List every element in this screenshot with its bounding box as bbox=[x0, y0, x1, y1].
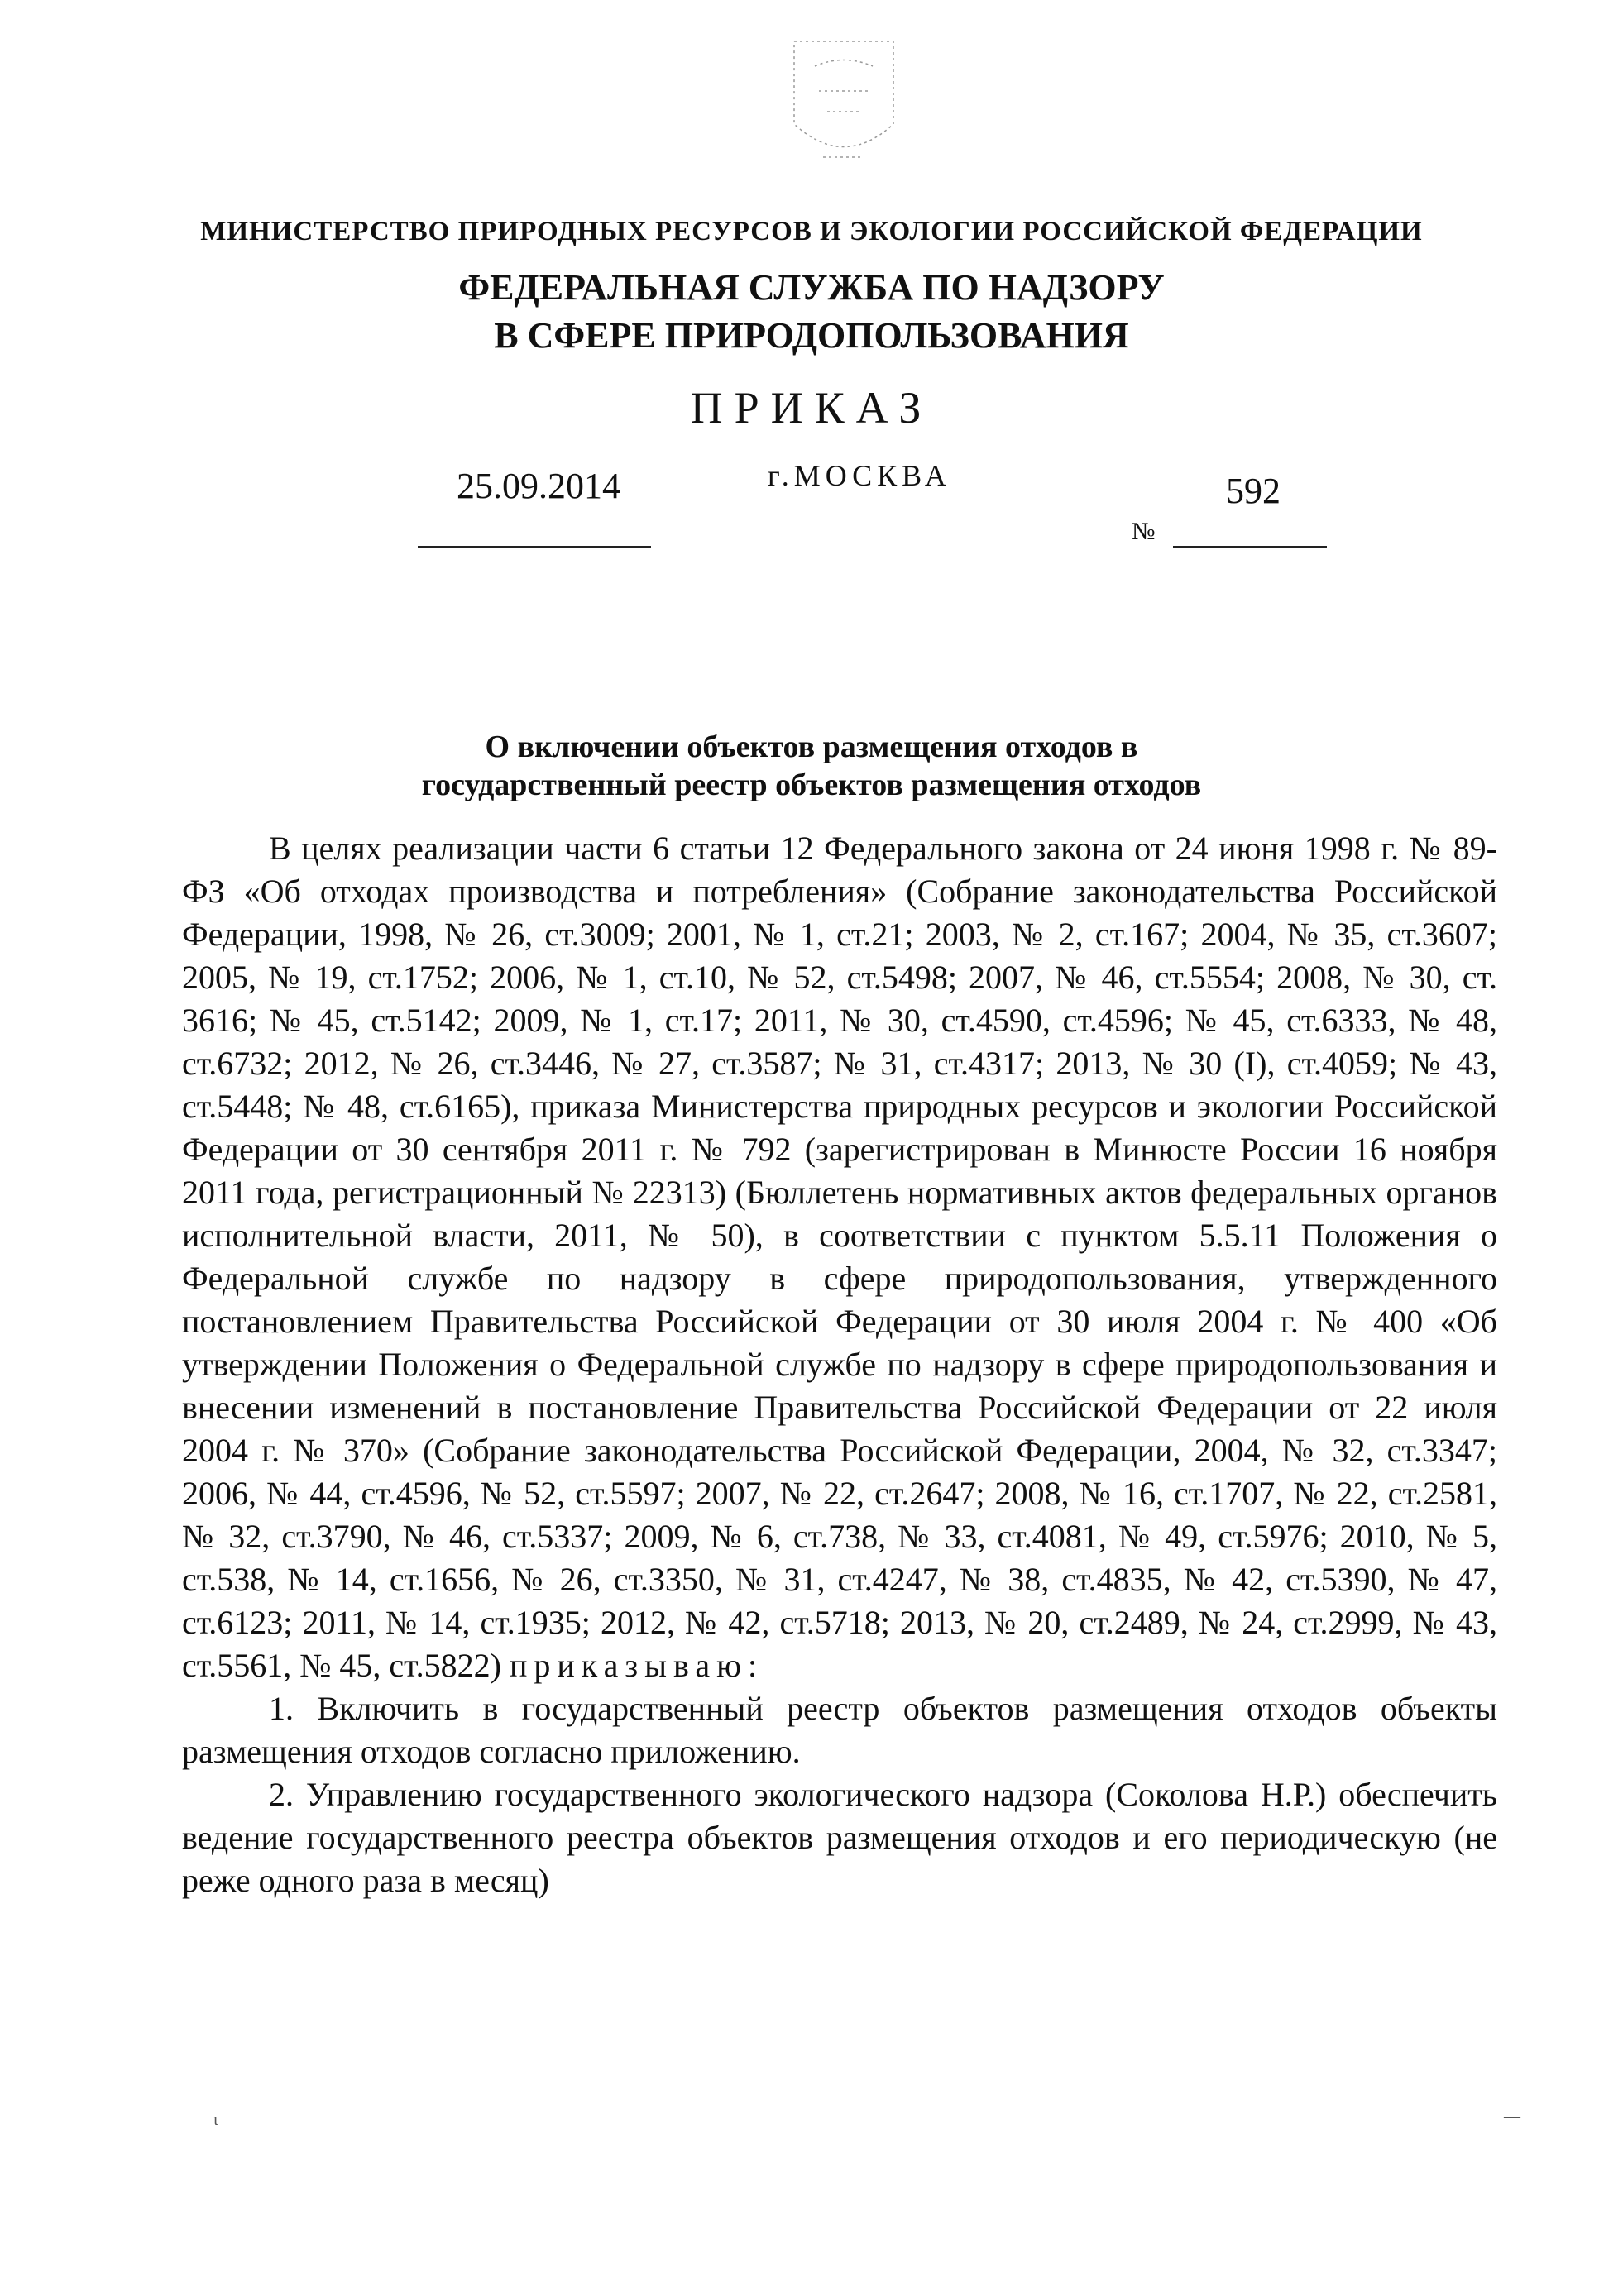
ministry-name: МИНИСТЕРСТВО ПРИРОДНЫХ РЕСУРСОВ И ЭКОЛОГИИ РОССИЙСКОЙ ФЕДЕРАЦИИ bbox=[200, 217, 1423, 246]
document-type: ПРИКАЗ bbox=[690, 383, 933, 433]
document-number: 592 bbox=[1226, 471, 1281, 511]
item-2-paragraph: 2. Управлению государственного экологического надзора (Соколова Н.Р.) обеспечить ведение государственного реестра объектов размещения отходов и его периодическую (не реже одного раза в месяц) bbox=[182, 1776, 1497, 1899]
emblem-icon bbox=[778, 25, 910, 182]
order-word: приказываю: bbox=[509, 1647, 764, 1684]
number-underline bbox=[1173, 546, 1327, 548]
document-body bbox=[182, 827, 1497, 1902]
title-line2: государственный реестр объектов размещения отходов bbox=[421, 768, 1202, 802]
service-name-line2: В СФЕРЕ ПРИРОДОПОЛЬЗОВАНИЯ bbox=[494, 315, 1129, 356]
date-underline bbox=[418, 546, 651, 548]
document-city: г.МОСКВА bbox=[768, 459, 951, 492]
document-title bbox=[0, 728, 1623, 804]
service-name-line1: ФЕДЕРАЛЬНАЯ СЛУЖБА ПО НАДЗОРУ bbox=[458, 267, 1165, 308]
title-line1: О включении объектов размещения отходов в bbox=[485, 729, 1138, 764]
preamble-text: В целях реализации части 6 статьи 12 Федерального закона от 24 июня 1998 г. № 89-ФЗ «Об отходах производства и потребления» (Собрание законодательства Российской Федерации, 1998, № 26, ст.3009; 2001, № 1, ст.21; 2003, № 2, ст.167; 2004, № 35, ст.3607; 2005, № 19, ст.1752; 2006, № 1, ст.10, № 52, ст.5498; 2007, № 46, ст.5554; 2008, № 30, ст. 3616; № 45, ст.5142; 2009, № 1, ст.17; 2011, № 30, ст.4590, ст.4596; № 45, ст.6333, № 48, ст.6732; 2012, № 26, ст.3446, № 27, ст.3587; № 31, ст.4317; 2013, № 30 (I), ст.4059; № 43, ст.5448; № 48, ст.6165), приказа Министерства природных ресурсов и экологии Российской Федерации от 30 сентября 2011 г. № 792 (зарегистрирован в Минюсте России 16 ноября 2011 года, регистрационный № 22313) (Бюллетень нормативных актов федеральных органов исполнительной власти, 2011, № 50), в соответствии с пунктом 5.5.11 Положения о Федеральной службе по надзору в сфере природопользования, утвержденного постановлением Правительства Российской Федерации от 30 июля 2004 г. № 400 «Об утверждении Положения о Федеральной службе по надзору в сфере природопользования и внесении изменений в постановление Правительства Российской Федерации от 22 июля 2004 г. № 370» (Собрание законодательства Российской Федерации, 2004, № 32, ст.3347; 2006, № 44, ст.4596, № 52, ст.5597; 2007, № 22, ст.2647; 2008, № 16, ст.1707, № 22, ст.2581, № 32, ст.3790, № 46, ст.5337; 2009, № 6, ст.738, № 33, ст.4081, № 49, ст.5976; 2010, № 5, ст.538, № 14, ст.1656, № 26, ст.3350, № 31, ст.4247, № 38, ст.4835, № 42, ст.5390, № 47, ст.6123; 2011, № 14, ст.1935; 2012, № 42, ст.5718; 2013, № 20, ст.2489, № 24, ст.2999, № 43, ст.5561, № 45, ст.5822) bbox=[182, 830, 1497, 1684]
number-label: № bbox=[1132, 518, 1156, 545]
margin-mark-right: — bbox=[1504, 2107, 1520, 2126]
document-date: 25.09.2014 bbox=[457, 466, 620, 506]
item-1-paragraph: 1. Включить в государственный реестр объектов размещения отходов объекты размещения отходов согласно приложению. bbox=[182, 1690, 1497, 1770]
margin-mark-left: ι bbox=[213, 2111, 218, 2129]
preamble-paragraph bbox=[182, 827, 1497, 1687]
